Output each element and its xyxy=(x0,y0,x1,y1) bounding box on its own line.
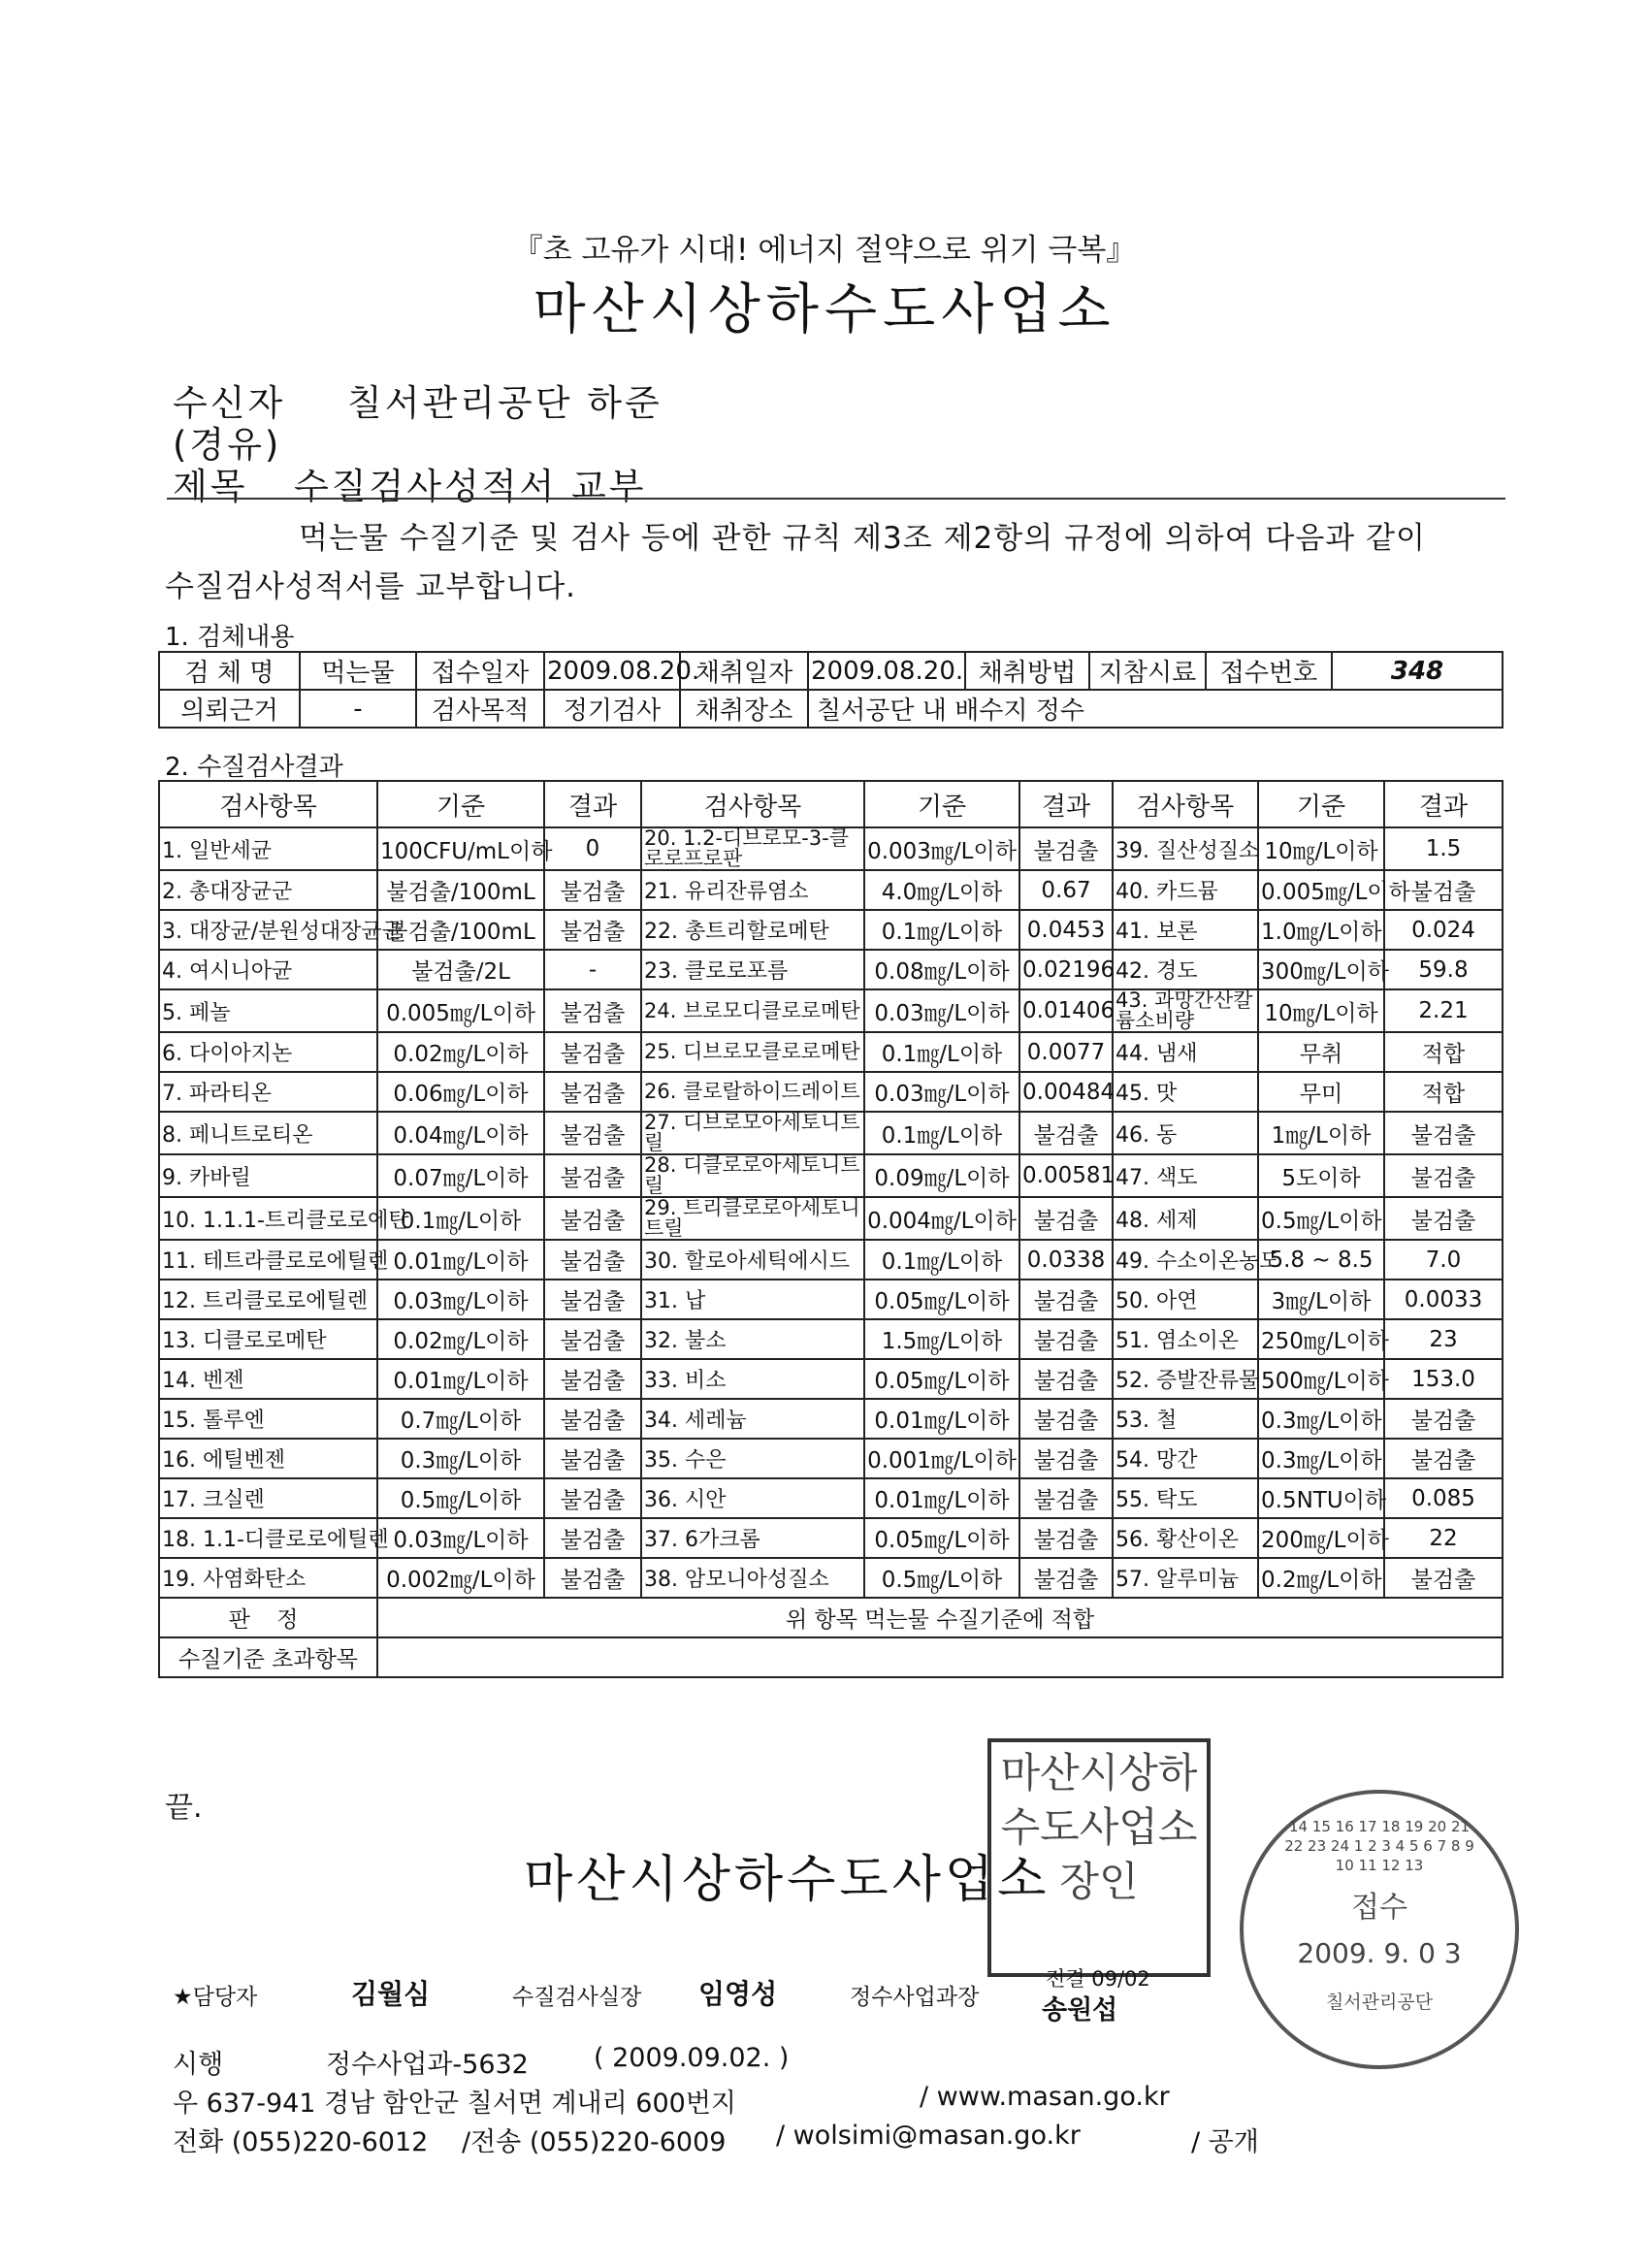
result-value: 불검출 xyxy=(1019,1518,1113,1558)
end-mark: 끝. xyxy=(165,1791,203,1825)
stamp-label: 접수 xyxy=(1351,1891,1407,1925)
standard-value: 0.5㎎/L이하 xyxy=(1258,1197,1384,1240)
standard-value: 5.8 ~ 8.5 xyxy=(1258,1240,1384,1280)
standard-value: 0.5㎎/L이하 xyxy=(377,1478,544,1518)
result-value: 불검출 xyxy=(544,1478,641,1518)
standard-value: 0.03㎎/L이하 xyxy=(864,1072,1019,1112)
table-row xyxy=(159,870,1503,910)
person-name: 김월심 xyxy=(351,1978,431,2010)
standard-value: 무취 xyxy=(1258,1032,1384,1072)
standard-value: 4.0㎎/L이하 xyxy=(864,870,1019,910)
standard-value: 0.1㎎/L이하 xyxy=(864,1032,1019,1072)
test-item: 9. 카바릴 xyxy=(159,1154,377,1197)
cell: 2009.08.20. xyxy=(808,652,965,690)
standard-value: 0.01㎎/L이하 xyxy=(864,1478,1019,1518)
via-label: (경유) xyxy=(173,424,282,466)
test-item: 44. 냄새 xyxy=(1113,1032,1258,1072)
fax: /전송 (055)220-6009 xyxy=(462,2127,727,2157)
subject-label: 제목 xyxy=(173,466,248,507)
result-value: 불검출 xyxy=(1384,1558,1503,1598)
result-value: 불검출 xyxy=(1384,1399,1503,1439)
test-item: 53. 철 xyxy=(1113,1399,1258,1439)
standard-value: 0.1㎎/L이하 xyxy=(864,1112,1019,1154)
result-value: 0.02196 xyxy=(1019,950,1113,989)
result-value: 불검출 xyxy=(544,1072,641,1112)
standard-value: 0.01㎎/L이하 xyxy=(864,1399,1019,1439)
header-cell: 기준 xyxy=(377,781,544,827)
judgment-label: 판 정 xyxy=(159,1598,377,1637)
cell: 지참시료 xyxy=(1089,652,1206,690)
result-value: 불검출 xyxy=(544,1032,641,1072)
header-cell: 검사항목 xyxy=(641,781,864,827)
test-item: 21. 유리잔류염소 xyxy=(641,870,864,910)
result-value: 불검출 xyxy=(1019,1280,1113,1319)
cell: 채취장소 xyxy=(680,690,808,728)
standard-value: 5도이하 xyxy=(1258,1154,1384,1197)
cell: 채취일자 xyxy=(680,652,808,690)
result-value: 1.5 xyxy=(1384,827,1503,870)
result-value: 불검출 xyxy=(1019,1359,1113,1399)
test-item: 45. 맛 xyxy=(1113,1072,1258,1112)
test-item: 49. 수소이온농도 xyxy=(1113,1240,1258,1280)
test-item: 48. 세제 xyxy=(1113,1197,1258,1240)
result-value: 불검출 xyxy=(544,1112,641,1154)
result-value: 불검출 xyxy=(1384,1112,1503,1154)
standard-value: 10㎎/L이하 xyxy=(1258,827,1384,870)
official-seal xyxy=(987,1738,1211,1977)
standard-value: 불검출/100mL xyxy=(377,910,544,950)
result-value: 불검출 xyxy=(544,1518,641,1558)
result-value: 0.01406 xyxy=(1019,989,1113,1032)
standard-value: 0.001㎎/L이하 xyxy=(864,1439,1019,1478)
test-item: 46. 동 xyxy=(1113,1112,1258,1154)
address: 우 637-941 경남 함안군 칠서면 계내리 600번지 xyxy=(173,2089,736,2119)
test-item: 18. 1.1-디클로로에틸렌 xyxy=(159,1518,377,1558)
standard-value: 1㎎/L이하 xyxy=(1258,1112,1384,1154)
test-item: 41. 보론 xyxy=(1113,910,1258,950)
standard-value: 0.01㎎/L이하 xyxy=(377,1359,544,1399)
standard-value: 0.08㎎/L이하 xyxy=(864,950,1019,989)
test-item: 32. 불소 xyxy=(641,1319,864,1359)
standard-value: 500㎎/L이하 xyxy=(1258,1359,1384,1399)
test-item: 35. 수은 xyxy=(641,1439,864,1478)
test-item: 2. 총대장균군 xyxy=(159,870,377,910)
test-item: 56. 황산이온 xyxy=(1113,1518,1258,1558)
test-item: 4. 여시니아균 xyxy=(159,950,377,989)
lab-name: 임영성 xyxy=(698,1978,778,2010)
table-row xyxy=(159,1032,1503,1072)
standard-value: 300㎎/L이하 xyxy=(1258,950,1384,989)
organization-signature: 마산시상하수도사업소 xyxy=(524,1851,1051,1909)
standard-value: 0.005㎎/L이하 xyxy=(1258,870,1384,910)
result-value: 불검출 xyxy=(1019,1558,1113,1598)
standard-value: 0.2㎎/L이하 xyxy=(1258,1558,1384,1598)
slogan: 『초 고유가 시대! 에너지 절약으로 위기 극복』 xyxy=(512,233,1137,268)
sample-info-table xyxy=(158,651,1504,729)
exceed-row xyxy=(159,1637,1503,1677)
result-value: 153.0 xyxy=(1384,1359,1503,1399)
sample-row-2 xyxy=(159,690,1503,728)
result-value: 0.00581 xyxy=(1019,1154,1113,1197)
organization-title: 마산시상하수도사업소 xyxy=(533,278,1116,341)
test-item: 51. 염소이온 xyxy=(1113,1319,1258,1359)
cell: 검 체 명 xyxy=(159,652,300,690)
cell: 먹는물 xyxy=(300,652,416,690)
standard-value: 0.1㎎/L이하 xyxy=(864,1240,1019,1280)
standard-value: 0.02㎎/L이하 xyxy=(377,1032,544,1072)
table-row xyxy=(159,1558,1503,1598)
dept-label: 정수사업과장 xyxy=(850,1985,980,2010)
result-value: 0.0077 xyxy=(1019,1032,1113,1072)
person-label: ★담당자 xyxy=(173,1985,258,2010)
test-item: 38. 암모니아성질소 xyxy=(641,1558,864,1598)
test-item: 50. 아연 xyxy=(1113,1280,1258,1319)
test-item: 31. 납 xyxy=(641,1280,864,1319)
table-row xyxy=(159,1518,1503,1558)
result-value: 불검출 xyxy=(544,1280,641,1319)
cell: 칠서공단 내 배수지 정수 xyxy=(808,690,1503,728)
table-row xyxy=(159,1112,1503,1154)
result-value: 불검출 xyxy=(544,1439,641,1478)
standard-value: 0.06㎎/L이하 xyxy=(377,1072,544,1112)
result-value: 22 xyxy=(1384,1518,1503,1558)
result-value: 불검출 xyxy=(1019,1319,1113,1359)
test-item: 19. 사염화탄소 xyxy=(159,1558,377,1598)
standard-value: 10㎎/L이하 xyxy=(1258,989,1384,1032)
test-item: 27. 디브로모아세토니트릴 xyxy=(641,1112,864,1154)
table-row xyxy=(159,1240,1503,1280)
test-item: 15. 톨루엔 xyxy=(159,1399,377,1439)
test-item: 47. 색도 xyxy=(1113,1154,1258,1197)
result-value: 불검출 xyxy=(1019,1478,1113,1518)
test-item: 24. 브로모디클로로메탄 xyxy=(641,989,864,1032)
result-value: 0.0453 xyxy=(1019,910,1113,950)
exceed-value xyxy=(377,1637,1503,1677)
public-flag: / 공개 xyxy=(1191,2127,1259,2157)
test-item: 40. 카드뮴 xyxy=(1113,870,1258,910)
standard-value: 0.003㎎/L이하 xyxy=(864,827,1019,870)
subject-line xyxy=(173,457,646,509)
standard-value: 0.04㎎/L이하 xyxy=(377,1112,544,1154)
test-item: 33. 비소 xyxy=(641,1359,864,1399)
header-cell: 기준 xyxy=(864,781,1019,827)
header-cell: 결과 xyxy=(544,781,641,827)
result-value: 불검출 xyxy=(1384,870,1503,910)
test-item: 36. 시안 xyxy=(641,1478,864,1518)
result-value: 불검출 xyxy=(544,1154,641,1197)
test-item: 3. 대장균/분원성대장균군 xyxy=(159,910,377,950)
result-value: 불검출 xyxy=(544,1240,641,1280)
table-row xyxy=(159,1319,1503,1359)
result-value: 불검출 xyxy=(544,1399,641,1439)
table-row xyxy=(159,1154,1503,1197)
receipt-stamp xyxy=(1240,1790,1519,2069)
standard-value: 100CFU/mL이하 xyxy=(377,827,544,870)
stamp-date: 2009. 9. 0 3 xyxy=(1297,1937,1462,1969)
cell: 채취방법 xyxy=(965,652,1089,690)
cell: 2009.08.20. xyxy=(544,652,680,690)
recipient-label: 수신자 xyxy=(173,382,286,424)
standard-value: 0.03㎎/L이하 xyxy=(864,989,1019,1032)
seal-lettering: 마산시상하수도사업소장인 xyxy=(1000,1749,1198,1905)
email-link[interactable]: / wolsimi@masan.go.kr xyxy=(776,2121,1081,2151)
standard-value: 1.5㎎/L이하 xyxy=(864,1319,1019,1359)
result-value: 불검출 xyxy=(1384,1197,1503,1240)
result-value: 0.0033 xyxy=(1384,1280,1503,1319)
standard-value: 0.03㎎/L이하 xyxy=(377,1280,544,1319)
standard-value: 1.0㎎/L이하 xyxy=(1258,910,1384,950)
test-item: 6. 다이아지논 xyxy=(159,1032,377,1072)
website-link[interactable]: / www.masan.go.kr xyxy=(920,2082,1170,2112)
standard-value: 0.01㎎/L이하 xyxy=(377,1240,544,1280)
table-row xyxy=(159,910,1503,950)
test-item: 13. 디클로로메탄 xyxy=(159,1319,377,1359)
test-item: 10. 1.1.1-트리클로로에탄 xyxy=(159,1197,377,1240)
result-value: 불검출 xyxy=(1384,1154,1503,1197)
test-item: 43. 과망간산칼륨소비량 xyxy=(1113,989,1258,1032)
result-value: 59.8 xyxy=(1384,950,1503,989)
intro-line-2: 수질검사성적서를 교부합니다. xyxy=(165,569,577,604)
cell: 접수번호 xyxy=(1206,652,1332,690)
lab-label: 수질검사실장 xyxy=(512,1985,642,2010)
table-row xyxy=(159,1359,1503,1399)
results-table xyxy=(158,780,1504,1678)
test-item: 12. 트리클로로에틸렌 xyxy=(159,1280,377,1319)
standard-value: 0.1㎎/L이하 xyxy=(377,1197,544,1240)
section-1-title: 1. 검체내용 xyxy=(165,623,295,652)
cell: 정기검사 xyxy=(544,690,680,728)
result-value: 적합 xyxy=(1384,1072,1503,1112)
result-value: 0 xyxy=(544,827,641,870)
cell: 접수일자 xyxy=(416,652,544,690)
receipt-number: 348 xyxy=(1332,652,1503,690)
result-value: 불검출 xyxy=(544,989,641,1032)
header-cell: 검사항목 xyxy=(159,781,377,827)
standard-value: 0.1㎎/L이하 xyxy=(864,910,1019,950)
cell: - xyxy=(300,690,416,728)
test-item: 22. 총트리할로메탄 xyxy=(641,910,864,950)
result-value: 23 xyxy=(1384,1319,1503,1359)
result-value: 적합 xyxy=(1384,1032,1503,1072)
header-cell: 기준 xyxy=(1258,781,1384,827)
standard-value: 200㎎/L이하 xyxy=(1258,1518,1384,1558)
header-cell: 결과 xyxy=(1019,781,1113,827)
standard-value: 불검출/100mL xyxy=(377,870,544,910)
subject-value: 수질검사성적서 교부 xyxy=(294,466,647,507)
result-value: 불검출 xyxy=(1019,1399,1113,1439)
header-rule xyxy=(167,498,1505,500)
sample-row-1 xyxy=(159,652,1503,690)
standard-value: 불검출/2L xyxy=(377,950,544,989)
result-value: 0.085 xyxy=(1384,1478,1503,1518)
table-row xyxy=(159,1280,1503,1319)
result-value: 0.00484 xyxy=(1019,1072,1113,1112)
table-row xyxy=(159,1399,1503,1439)
result-value: 2.21 xyxy=(1384,989,1503,1032)
test-item: 37. 6가크롬 xyxy=(641,1518,864,1558)
intro-line-1: 먹는물 수질기준 및 검사 등에 관한 규칙 제3조 제2항의 규정에 의하여 다음과 같이 xyxy=(299,521,1426,556)
test-item: 1. 일반세균 xyxy=(159,827,377,870)
standard-value: 3㎎/L이하 xyxy=(1258,1280,1384,1319)
test-item: 42. 경도 xyxy=(1113,950,1258,989)
result-value: 불검출 xyxy=(544,870,641,910)
approval-note: 전결 09/02 xyxy=(1046,1967,1150,1991)
stamp-numbers: 14 15 16 17 18 19 20 21 22 23 24 1 2 3 4 5 6 7 8 9 10 11 12 13 xyxy=(1284,1818,1474,1874)
standard-value: 0.3㎎/L이하 xyxy=(1258,1399,1384,1439)
exceed-label: 수질기준 초과항목 xyxy=(159,1637,377,1677)
table-row xyxy=(159,1197,1503,1240)
section-2-title: 2. 수질검사결과 xyxy=(165,753,343,782)
dept-name: 송원섭 xyxy=(1042,1995,1118,2025)
result-value: 불검출 xyxy=(1019,1197,1113,1240)
standard-value: 0.7㎎/L이하 xyxy=(377,1399,544,1439)
intro-text xyxy=(165,514,1508,611)
standard-value: 0.05㎎/L이하 xyxy=(864,1359,1019,1399)
header-cell: 결과 xyxy=(1384,781,1503,827)
result-value: 불검출 xyxy=(1019,1112,1113,1154)
standard-value: 0.004㎎/L이하 xyxy=(864,1197,1019,1240)
cell: 검사목적 xyxy=(416,690,544,728)
enforce-number: 정수사업과-5632 xyxy=(326,2050,529,2080)
standard-value: 0.05㎎/L이하 xyxy=(864,1280,1019,1319)
test-item: 17. 크실렌 xyxy=(159,1478,377,1518)
result-value: 불검출 xyxy=(544,1359,641,1399)
recipient-value: 칠서관리공단 하준 xyxy=(347,382,663,424)
judgment-row xyxy=(159,1598,1503,1637)
standard-value: 0.02㎎/L이하 xyxy=(377,1319,544,1359)
result-value: 0.0338 xyxy=(1019,1240,1113,1280)
test-item: 7. 파라티온 xyxy=(159,1072,377,1112)
test-item: 52. 증발잔류물 xyxy=(1113,1359,1258,1399)
test-item: 55. 탁도 xyxy=(1113,1478,1258,1518)
enforce-label: 시행 xyxy=(173,2050,224,2080)
standard-value: 0.3㎎/L이하 xyxy=(377,1439,544,1478)
standard-value: 0.03㎎/L이하 xyxy=(377,1518,544,1558)
standard-value: 250㎎/L이하 xyxy=(1258,1319,1384,1359)
standard-value: 0.005㎎/L이하 xyxy=(377,989,544,1032)
table-row xyxy=(159,1439,1503,1478)
test-item: 28. 디클로로아세토니트릴 xyxy=(641,1154,864,1197)
standard-value: 무미 xyxy=(1258,1072,1384,1112)
results-header-row xyxy=(159,781,1503,827)
standard-value: 0.5㎎/L이하 xyxy=(864,1558,1019,1598)
test-item: 34. 세레늄 xyxy=(641,1399,864,1439)
header-cell: 검사항목 xyxy=(1113,781,1258,827)
standard-value: 0.5NTU이하 xyxy=(1258,1478,1384,1518)
standard-value: 0.002㎎/L이하 xyxy=(377,1558,544,1598)
result-value: 불검출 xyxy=(544,1319,641,1359)
test-item: 14. 벤젠 xyxy=(159,1359,377,1399)
phone: 전화 (055)220-6012 xyxy=(173,2127,429,2157)
test-item: 23. 클로로포름 xyxy=(641,950,864,989)
stamp-org: 칠서관리공단 xyxy=(1325,1992,1434,2013)
result-value: 불검출 xyxy=(544,1558,641,1598)
result-value: 7.0 xyxy=(1384,1240,1503,1280)
test-item: 11. 테트라클로로에틸렌 xyxy=(159,1240,377,1280)
cell: 의뢰근거 xyxy=(159,690,300,728)
standard-value: 0.05㎎/L이하 xyxy=(864,1518,1019,1558)
result-value: 0.67 xyxy=(1019,870,1113,910)
result-value: 불검출 xyxy=(1384,1439,1503,1478)
test-item: 30. 할로아세틱에시드 xyxy=(641,1240,864,1280)
test-item: 26. 클로랄하이드레이트 xyxy=(641,1072,864,1112)
standard-value: 0.3㎎/L이하 xyxy=(1258,1439,1384,1478)
enforce-date: ( 2009.09.02. ) xyxy=(594,2043,790,2073)
test-item: 39. 질산성질소 xyxy=(1113,827,1258,870)
judgment-value: 위 항목 먹는물 수질기준에 적합 xyxy=(377,1598,1503,1637)
result-value: - xyxy=(544,950,641,989)
result-value: 불검출 xyxy=(544,1197,641,1240)
table-row xyxy=(159,1478,1503,1518)
test-item: 25. 디브로모클로로메탄 xyxy=(641,1032,864,1072)
table-row xyxy=(159,1072,1503,1112)
standard-value: 0.07㎎/L이하 xyxy=(377,1154,544,1197)
test-item: 16. 에틸벤젠 xyxy=(159,1439,377,1478)
test-item: 54. 망간 xyxy=(1113,1439,1258,1478)
test-item: 57. 알루미늄 xyxy=(1113,1558,1258,1598)
table-row xyxy=(159,827,1503,870)
standard-value: 0.09㎎/L이하 xyxy=(864,1154,1019,1197)
test-item: 5. 페놀 xyxy=(159,989,377,1032)
table-row xyxy=(159,989,1503,1032)
test-item: 8. 페니트로티온 xyxy=(159,1112,377,1154)
result-value: 불검출 xyxy=(544,910,641,950)
result-value: 불검출 xyxy=(1019,827,1113,870)
table-row xyxy=(159,950,1503,989)
result-value: 불검출 xyxy=(1019,1439,1113,1478)
result-value: 0.024 xyxy=(1384,910,1503,950)
test-item: 20. 1.2-디브로모-3-클로로프로판 xyxy=(641,827,864,870)
test-item: 29. 트리클로로아세토니트릴 xyxy=(641,1197,864,1240)
